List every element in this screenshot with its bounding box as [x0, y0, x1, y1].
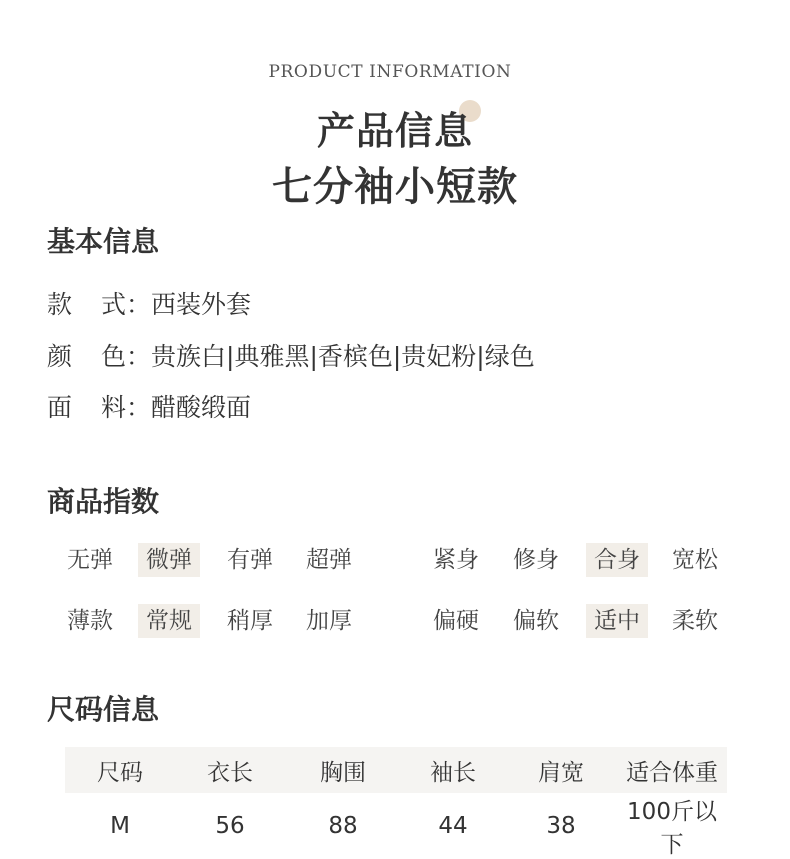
table-cell: 56 — [215, 813, 245, 839]
table-cell: 88 — [328, 813, 358, 839]
elasticity-option: 超弹 — [306, 547, 352, 573]
size-info-heading: 尺码信息 — [47, 693, 160, 726]
column-header-weight: 适合体重 — [617, 747, 727, 793]
fit-option: 紧身 — [433, 547, 479, 573]
fit-option: 修身 — [513, 547, 559, 573]
info-row-color — [47, 340, 535, 374]
softness-option: 偏软 — [513, 608, 559, 634]
column-header-size: 尺码 — [65, 747, 175, 793]
table-cell: 44 — [438, 813, 468, 839]
table-header-row — [65, 747, 727, 793]
column-header-chest: 胸围 — [285, 747, 401, 793]
thickness-option-selected: 常规 — [138, 604, 200, 638]
info-value: 醋酸缎面 — [151, 393, 252, 422]
info-label-char: 颜 — [47, 342, 73, 371]
column-header-shoulder: 肩宽 — [505, 747, 617, 793]
table-cell: 38 — [546, 813, 576, 839]
english-title: PRODUCT INFORMATION — [268, 62, 512, 82]
product-index-heading: 商品指数 — [47, 485, 160, 518]
basic-info-heading: 基本信息 — [47, 225, 160, 258]
table-row — [65, 793, 727, 859]
elasticity-option: 有弹 — [227, 547, 273, 573]
info-label-char: 式： — [101, 290, 152, 319]
elasticity-option-selected: 微弹 — [138, 543, 200, 577]
info-label-char: 料： — [101, 393, 152, 422]
elasticity-option: 无弹 — [67, 547, 113, 573]
thickness-option: 稍厚 — [227, 608, 273, 634]
info-value: 西装外套 — [151, 290, 252, 319]
thickness-option: 薄款 — [67, 608, 113, 634]
page-title: 产品信息 — [316, 109, 473, 153]
info-value: 贵族白|典雅黑|香槟色|贵妃粉|绿色 — [151, 342, 535, 371]
softness-option: 柔软 — [672, 608, 718, 634]
info-row-style — [47, 288, 251, 322]
softness-option: 偏硬 — [433, 608, 479, 634]
info-label-char: 款 — [47, 290, 73, 319]
softness-option-selected: 适中 — [586, 604, 648, 638]
thickness-option: 加厚 — [306, 608, 352, 634]
table-cell: M — [110, 813, 130, 839]
info-label-char: 面 — [47, 393, 73, 422]
info-label-char: 色： — [101, 342, 152, 371]
fit-option: 宽松 — [672, 547, 718, 573]
column-header-length: 衣长 — [175, 747, 285, 793]
info-row-fabric — [47, 391, 251, 425]
column-header-sleeve: 袖长 — [401, 747, 505, 793]
size-table — [65, 747, 727, 859]
page-subtitle: 七分袖小短款 — [272, 164, 518, 210]
table-cell: 100斤以下 — [627, 799, 717, 858]
fit-option-selected: 合身 — [586, 543, 648, 577]
